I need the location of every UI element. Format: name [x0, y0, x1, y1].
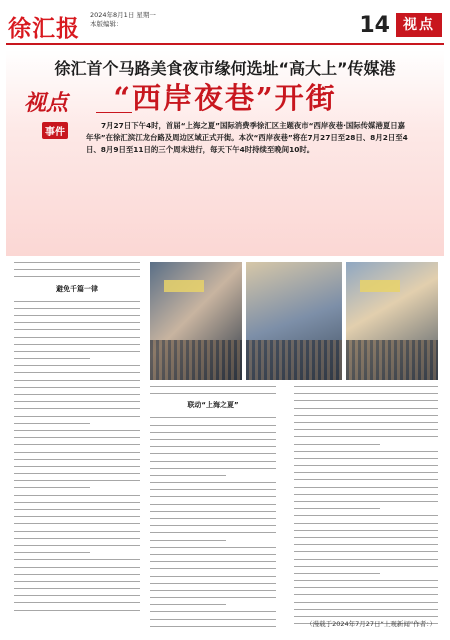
- text-line: [150, 576, 276, 577]
- text-line: [294, 544, 438, 545]
- text-line: [14, 452, 140, 453]
- text-line: [294, 609, 438, 610]
- text-line: [150, 439, 276, 440]
- text-line: [294, 451, 438, 452]
- stall-sign: [164, 280, 204, 292]
- text-line: [14, 602, 140, 603]
- article-column-2: [150, 386, 276, 633]
- text-line: [14, 473, 140, 474]
- text-line: [294, 386, 438, 387]
- text-line: [294, 458, 438, 459]
- text-line: [294, 515, 438, 516]
- text-line: [14, 329, 140, 330]
- text-line: [294, 537, 438, 538]
- text-line: [14, 276, 140, 277]
- text-line: [14, 315, 140, 316]
- text-line: [150, 604, 226, 605]
- badge-subtitle: 事件: [42, 122, 68, 139]
- date-line: 2024年8月1日 星期一: [90, 11, 156, 19]
- column-text: [14, 301, 140, 611]
- text-line: [14, 480, 140, 481]
- text-line: [150, 619, 276, 620]
- text-line: [14, 459, 140, 460]
- column-text: [294, 386, 438, 624]
- lead-paragraph: 7月27日下午4时，首届“上海之夏”国际消费季徐汇区主题夜市“西岸夜巷·国际传媒港夏日嘉年华”在徐汇滨江龙台路及周边区域正式开街。本次“西岸夜巷”将在7月27日至28日、8月2日至4日、8月9日至11日的三个周末进行，每天下午4时持续至晚间10时。: [86, 121, 408, 154]
- text-line: [294, 551, 438, 552]
- text-line: [14, 523, 140, 524]
- text-line: [14, 269, 140, 270]
- text-line: [294, 508, 380, 509]
- text-line: [14, 531, 140, 532]
- text-line: [150, 611, 276, 612]
- text-line: [294, 501, 438, 502]
- text-line: [14, 344, 140, 345]
- text-line: [294, 587, 438, 588]
- text-line: [294, 616, 438, 617]
- text-line: [14, 262, 140, 263]
- text-line: [14, 495, 140, 496]
- column-text: [150, 417, 276, 626]
- column-text: [150, 386, 276, 394]
- text-line: [14, 574, 140, 575]
- text-line: [294, 479, 438, 480]
- text-line: [294, 494, 438, 495]
- text-line: [14, 466, 140, 467]
- headline-main: “西岸夜巷”开街: [113, 81, 337, 115]
- article-column-1: [14, 262, 140, 617]
- section-badge: [20, 84, 78, 148]
- text-line: [150, 626, 276, 627]
- masthead: [6, 4, 444, 44]
- masthead-rule: [6, 43, 444, 45]
- text-line: [14, 322, 140, 323]
- text-line: [14, 444, 140, 445]
- article-column-3: [294, 386, 438, 630]
- text-line: [150, 461, 276, 462]
- text-line: [14, 516, 140, 517]
- text-line: [150, 432, 276, 433]
- text-line: [14, 502, 140, 503]
- text-line: [14, 401, 140, 402]
- text-line: [14, 416, 140, 417]
- text-line: [150, 417, 276, 418]
- text-line: [14, 337, 140, 338]
- text-line: [294, 429, 438, 430]
- text-line: [14, 595, 140, 596]
- text-line: [14, 394, 140, 395]
- text-line: [150, 496, 276, 497]
- text-line: [150, 568, 276, 569]
- text-line: [294, 530, 438, 531]
- text-line: [294, 400, 438, 401]
- text-line: [294, 523, 438, 524]
- crowd: [346, 340, 438, 380]
- newspaper-logo: 徐汇报: [8, 15, 80, 42]
- crowd: [246, 340, 342, 380]
- text-line: [14, 487, 90, 488]
- text-line: [294, 602, 438, 603]
- text-line: [14, 588, 140, 589]
- text-line: [294, 422, 438, 423]
- text-line: [150, 597, 276, 598]
- issue-info: [90, 11, 156, 29]
- text-line: [14, 380, 140, 381]
- text-line: [294, 566, 438, 567]
- text-line: [14, 358, 90, 359]
- text-line: [294, 559, 438, 560]
- text-line: [294, 436, 438, 437]
- subhead-2: 联动“上海之夏”: [187, 401, 239, 410]
- column-text: [14, 262, 140, 277]
- text-line: [294, 594, 438, 595]
- page-number: 14: [359, 13, 390, 38]
- text-line: [294, 573, 380, 574]
- text-line: [14, 372, 140, 373]
- text-line: [150, 386, 276, 387]
- photo-night-market-3: [346, 262, 438, 380]
- text-line: [14, 567, 140, 568]
- text-line: [150, 482, 276, 483]
- source-note: （漫载于2024年7月27日“上观新闻”作者：）: [306, 620, 436, 628]
- text-line: [14, 365, 140, 366]
- text-line: [150, 525, 276, 526]
- text-line: [150, 468, 276, 469]
- text-line: [294, 444, 380, 445]
- text-line: [14, 538, 140, 539]
- text-line: [294, 408, 438, 409]
- stall-sign: [360, 280, 400, 292]
- text-line: [150, 475, 226, 476]
- text-line: [294, 393, 438, 394]
- subhead-1: 避免千篇一律: [56, 284, 98, 293]
- text-line: [150, 453, 276, 454]
- section-label: 视点: [396, 13, 442, 37]
- photo-night-market-2: [246, 262, 342, 380]
- text-line: [14, 610, 140, 611]
- photo-collage: [150, 262, 438, 380]
- text-line: [14, 408, 140, 409]
- text-line: [150, 590, 276, 591]
- text-line: [150, 446, 276, 447]
- text-line: [14, 559, 140, 560]
- text-line: [150, 583, 276, 584]
- text-line: [294, 580, 438, 581]
- text-line: [14, 581, 140, 582]
- text-line: [14, 509, 140, 510]
- text-line: [294, 487, 438, 488]
- badge-title: 视点: [24, 90, 69, 116]
- decorative-stroke: [96, 112, 132, 116]
- text-line: [14, 552, 90, 553]
- photo-night-market-1: [150, 262, 242, 380]
- text-line: [14, 387, 140, 388]
- text-line: [150, 511, 276, 512]
- text-line: [150, 547, 276, 548]
- text-line: [150, 532, 276, 533]
- crowd: [150, 340, 242, 380]
- text-line: [14, 545, 140, 546]
- text-line: [14, 308, 140, 309]
- text-line: [150, 425, 276, 426]
- text-line: [150, 554, 276, 555]
- text-line: [294, 415, 438, 416]
- text-line: [294, 465, 438, 466]
- text-line: [14, 437, 140, 438]
- text-line: [14, 430, 140, 431]
- text-line: [14, 351, 140, 352]
- edition-line: 本版编辑：: [90, 20, 123, 28]
- text-line: [294, 472, 438, 473]
- text-line: [14, 301, 140, 302]
- text-line: [14, 423, 90, 424]
- text-line: [150, 518, 276, 519]
- text-line: [150, 540, 226, 541]
- text-line: [150, 561, 276, 562]
- text-line: [150, 489, 276, 490]
- headline-kicker: 徐汇首个马路美食夜市缘何选址“高大上”传媒港: [54, 59, 396, 78]
- text-line: [150, 393, 276, 394]
- text-line: [150, 504, 276, 505]
